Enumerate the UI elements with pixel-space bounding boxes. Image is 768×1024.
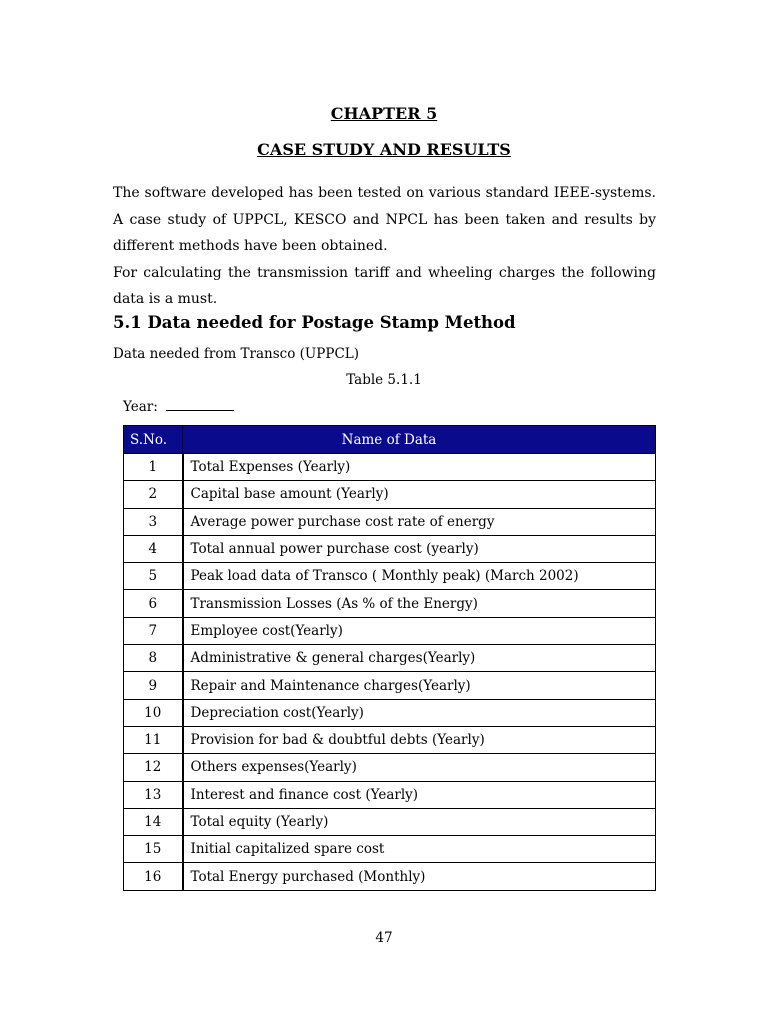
row-sno: 1 bbox=[124, 454, 183, 481]
row-name: Total annual power purchase cost (yearly) bbox=[183, 535, 656, 562]
table-row bbox=[124, 863, 656, 890]
data-table bbox=[123, 425, 656, 891]
table-row bbox=[124, 699, 656, 726]
table-row bbox=[124, 508, 656, 535]
row-name: Total Expenses (Yearly) bbox=[183, 454, 656, 481]
row-sno: 5 bbox=[124, 563, 183, 590]
table-row bbox=[124, 617, 656, 644]
row-sno: 14 bbox=[124, 808, 183, 835]
intro-paragraph-2: For calculating the transmission tariff and wheeling charges the following data is a must. bbox=[113, 264, 656, 307]
table-row bbox=[124, 672, 656, 699]
header-sno: S.No. bbox=[124, 426, 183, 454]
header-name-of-data: Name of Data bbox=[183, 426, 656, 454]
intro-paragraph-1: The software developed has been tested on various standard IEEE-systems. A case study of UPPCL, KESCO and NPCL has been taken and results by different methods have been obtained. bbox=[113, 185, 656, 254]
row-name: Others expenses(Yearly) bbox=[183, 754, 656, 781]
intro-text bbox=[113, 180, 656, 313]
row-sno: 12 bbox=[124, 754, 183, 781]
row-name: Capital base amount (Yearly) bbox=[183, 481, 656, 508]
table-caption bbox=[0, 372, 768, 388]
row-name: Total equity (Yearly) bbox=[183, 808, 656, 835]
row-sno: 10 bbox=[124, 699, 183, 726]
section-heading: 5.1 Data needed for Postage Stamp Method bbox=[113, 313, 516, 332]
row-name: Initial capitalized spare cost bbox=[183, 836, 656, 863]
row-name: Average power purchase cost rate of energy bbox=[183, 508, 656, 535]
row-sno: 7 bbox=[124, 617, 183, 644]
chapter-title: CHAPTER 5 bbox=[330, 104, 438, 123]
row-name: Total Energy purchased (Monthly) bbox=[183, 863, 656, 890]
table-row bbox=[124, 808, 656, 835]
row-name: Provision for bad & doubtful debts (Yearly) bbox=[183, 726, 656, 753]
table-row bbox=[124, 836, 656, 863]
row-sno: 6 bbox=[124, 590, 183, 617]
row-sno: 3 bbox=[124, 508, 183, 535]
chapter-subtitle: CASE STUDY AND RESULTS bbox=[257, 140, 511, 159]
row-name: Transmission Losses (As % of the Energy) bbox=[183, 590, 656, 617]
table-row bbox=[124, 535, 656, 562]
table-row bbox=[124, 781, 656, 808]
row-sno: 11 bbox=[124, 726, 183, 753]
table-caption-text: Table 5.1.1 bbox=[346, 372, 422, 388]
table-row bbox=[124, 454, 656, 481]
row-name: Interest and finance cost (Yearly) bbox=[183, 781, 656, 808]
table-row bbox=[124, 754, 656, 781]
page-number: 47 bbox=[375, 930, 393, 946]
data-source-line: Data needed from Transco (UPPCL) bbox=[113, 346, 360, 362]
row-sno: 4 bbox=[124, 535, 183, 562]
row-name: Peak load data of Transco ( Monthly peak) (March 2002) bbox=[183, 563, 656, 590]
table-row bbox=[124, 645, 656, 672]
row-sno: 2 bbox=[124, 481, 183, 508]
row-sno: 16 bbox=[124, 863, 183, 890]
row-sno: 13 bbox=[124, 781, 183, 808]
table-row bbox=[124, 563, 656, 590]
table-row bbox=[124, 481, 656, 508]
year-blank-line bbox=[166, 398, 234, 411]
row-sno: 15 bbox=[124, 836, 183, 863]
table-header-row bbox=[124, 426, 656, 454]
row-name: Administrative & general charges(Yearly) bbox=[183, 645, 656, 672]
year-field bbox=[123, 398, 234, 415]
row-name: Employee cost(Yearly) bbox=[183, 617, 656, 644]
row-name: Depreciation cost(Yearly) bbox=[183, 699, 656, 726]
row-sno: 9 bbox=[124, 672, 183, 699]
year-label: Year: bbox=[123, 399, 158, 415]
table-row bbox=[124, 590, 656, 617]
row-name: Repair and Maintenance charges(Yearly) bbox=[183, 672, 656, 699]
table-row bbox=[124, 726, 656, 753]
row-sno: 8 bbox=[124, 645, 183, 672]
